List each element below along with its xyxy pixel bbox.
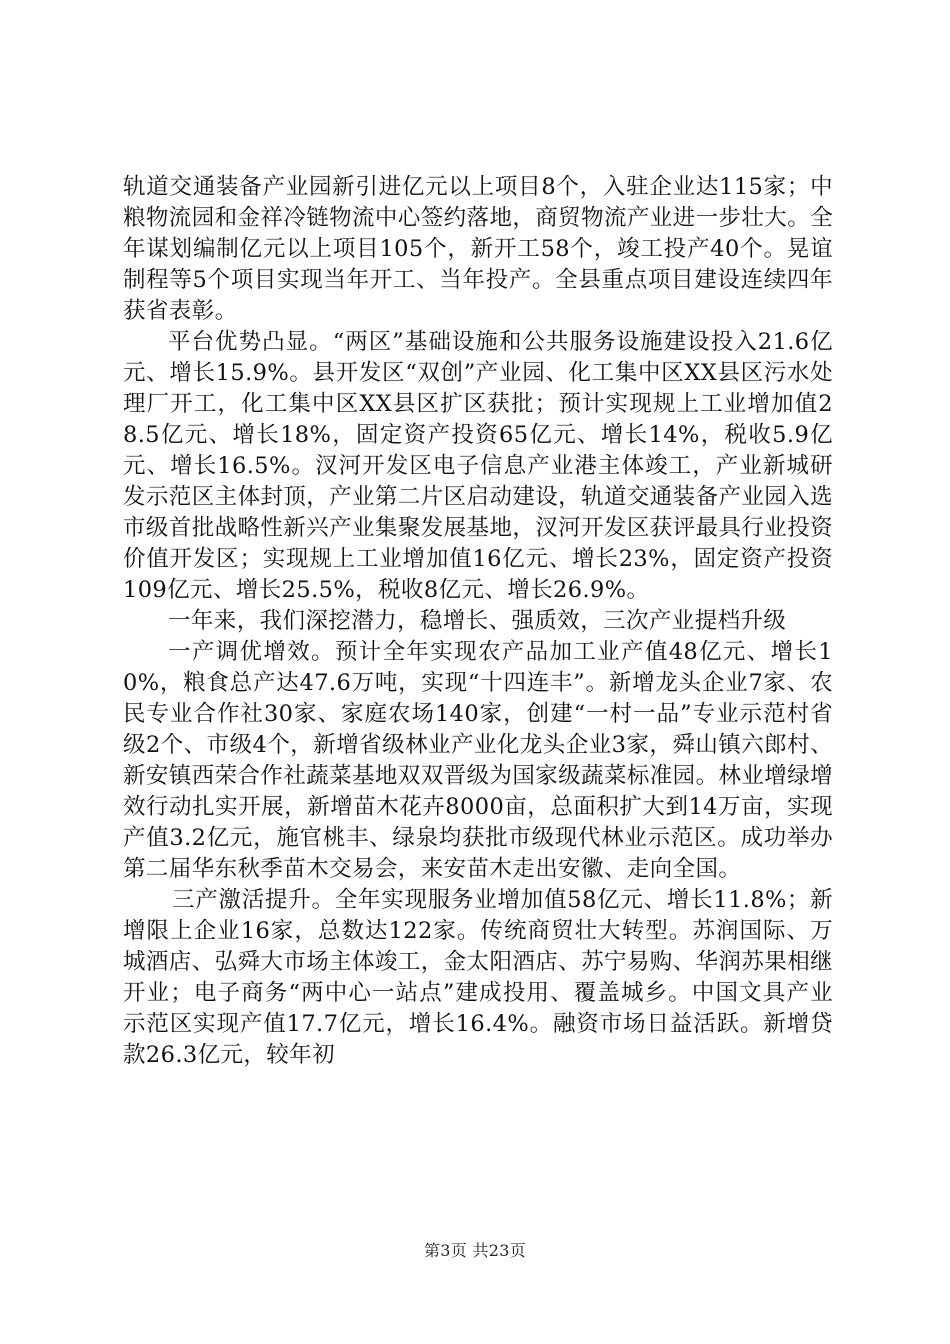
paragraph-projects: 轨道交通装备产业园新引进亿元以上项目8个，入驻企业达115家；中粮物流园和金祥冷链物流中心签约落地，商贸物流产业进一步壮大。全年谋划编制亿元以上项目105个，新开工58个，竣工投产40个。晃谊制程等5个项目实现当年开工、当年投产。全县重点项目建设连续四年获省表彰。 xyxy=(123,174,833,324)
page-number-footer: 第3页 共23页 xyxy=(423,1241,527,1260)
document-body xyxy=(123,172,833,1071)
paragraph-tertiary-industry: 三产激活提升。全年实现服务业增加值58亿元、增长11.8%；新增限上企业16家，总数达122家。传统商贸壮大转型。苏润国际、万城酒店、弘舜大市场主体竣工，金太阳酒店、苏宁易购、华润苏果相继开业；电子商务“两中心一站点”建成投用、覆盖城乡。中国文具产业示范区实现产值17.7亿元，增长16.4%。融资市场日益活跃。新增贷款26.3亿元，较年初 xyxy=(123,887,833,1068)
paragraph-platform-advantage: 平台优势凸显。“两区”基础设施和公共服务设施建设投入21.6亿元、增长15.9%。县开发区“双创”产业园、化工集中区XX县区污水处理厂开工，化工集中区XX县区扩区获批；预计实现规上工业增加值28.5亿元、增长18%，固定资产投资65亿元、增长14%，税收5.9亿元、增长16.5%。汊河开发区电子信息产业港主体竣工，产业新城研发示范区主体封顶，产业第二片区启动建设，轨道交通装备产业园入选市级首批战略性新兴产业集聚发展基地，汊河开发区获评最具行业投资价值开发区；实现规上工业增加值16亿元、增长23%，固定资产投资109亿元、增长25.5%，税收8亿元、增长26.9%。 xyxy=(123,329,833,603)
paragraph-industry-upgrade-heading: 一年来，我们深挖潜力，稳增长、强质效，三次产业提档升级 xyxy=(168,608,787,634)
paragraph-primary-industry: 一产调优增效。预计全年实现农产品加工业产值48亿元、增长10%，粮食总产达47.6万吨，实现“十四连丰”。新增龙头企业7家、农民专业合作社30家、家庭农场140家，创建“一村一品”专业示范村省级2个、市级4个，新增省级林业产业化龙头企业3家，舜山镇六郎村、新安镇西荣合作社蔬菜基地双双晋级为国家级蔬菜标准园。林业增绿增效行动扎实开展，新增苗木花卉8000亩，总面积扩大到14万亩，实现产值3.2亿元，施官桃丰、绿泉均获批市级现代林业示范区。成功举办第二届华东秋季苗木交易会，来安苗木走出安徽、走向全国。 xyxy=(123,639,833,882)
